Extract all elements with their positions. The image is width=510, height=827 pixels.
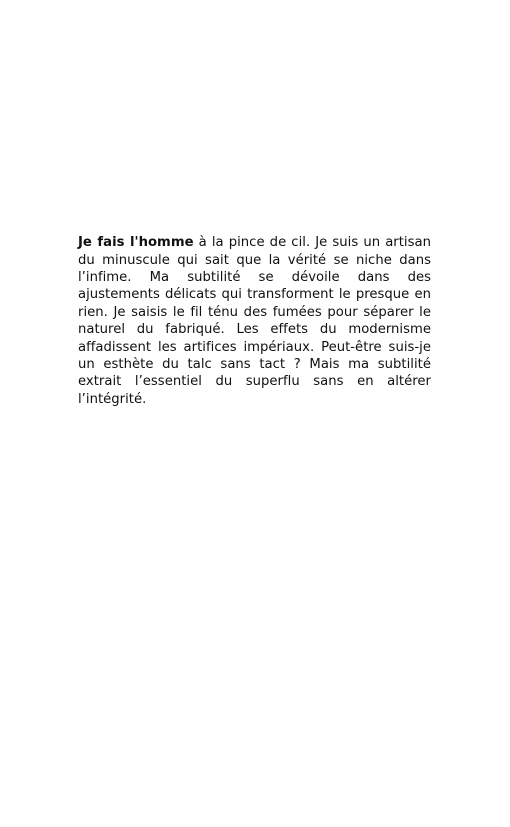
text-paragraph xyxy=(78,234,431,408)
lead-phrase: Je fais l'homme xyxy=(78,235,194,251)
paragraph-body: à la pince de cil. Je suis un artisan du minuscule qui sait que la vérité se niche dans l’infime. Ma subtilité se dévoile dans des ajustements délicats qui transforment le presque en rien. Je saisis le fil ténu des fumées pour séparer le naturel du fabriqué. Les effets du modernisme affadissent les artifices impériaux. Peut-être suis-je un esthète du talc sans tact ? Mais ma subtilité extrait l’essentiel du superflu sans en altérer l’intégrité. xyxy=(78,235,431,407)
